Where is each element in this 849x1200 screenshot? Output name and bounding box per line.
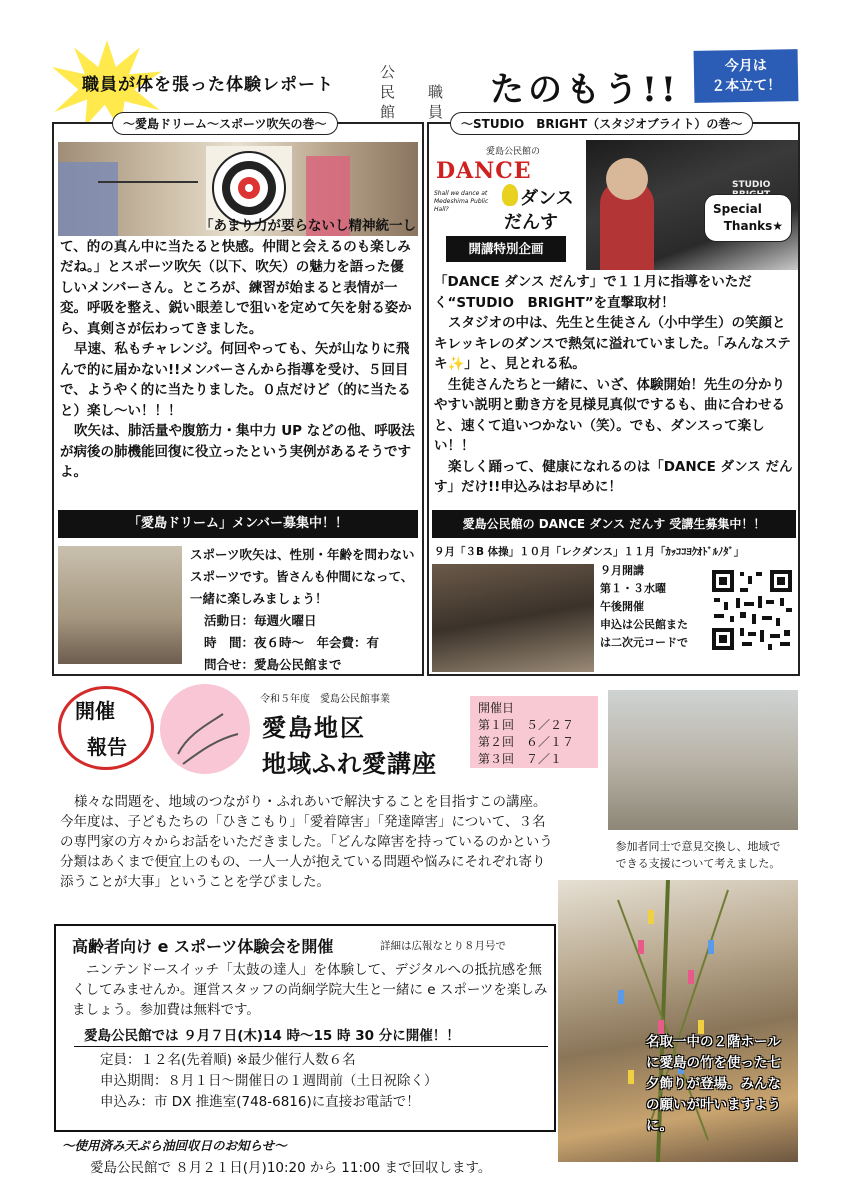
- sched-2: 第２回 ６／１７: [478, 735, 575, 749]
- dance-logo: [432, 140, 584, 236]
- badge-line2: ２本立て！: [711, 77, 782, 95]
- sched-head: 開催日: [478, 701, 515, 715]
- lecture-photo: [608, 690, 798, 830]
- esports-note: 詳細は広報なとり８月号で: [380, 940, 506, 952]
- dance-info: [600, 562, 710, 652]
- dance-info2: 第１・３水曜: [600, 582, 666, 595]
- fukiya-group-photo: [58, 546, 182, 664]
- caption-line2: できる支援について考えました。: [615, 857, 781, 870]
- left-recruit-bar: 「愛島ドリーム」メンバー募集中！！: [58, 510, 418, 538]
- dance-info4: 申込は公民館また: [600, 618, 688, 631]
- stamp-line2: 報告: [87, 735, 127, 759]
- left-recruit-text: スポーツ吹矢は、性別・年齢を問わないスポーツです。皆さんも仲間になって、一緒に楽しみましょう！: [190, 547, 415, 606]
- logo-script: Shall we dance at Medeshima Public Hall?: [434, 190, 489, 213]
- right-article-body: [434, 272, 796, 498]
- qr-code-icon[interactable]: [710, 568, 794, 652]
- esports-capacity: 定員：１２名(先着順) ※最少催行人数６名: [100, 1052, 356, 1068]
- header-vertical-col2: 職員: [428, 83, 446, 121]
- tanabata-caption: 名取一中の２階ホールに愛島の竹を使った七夕飾りが登場。みんなの願いが叶いますように。: [646, 1034, 781, 1134]
- right-recruit-bar: 愛島公民館の DANCE ダンス だんす 受講生募集中！！: [432, 510, 796, 538]
- special-tag: 開講特別企画: [446, 236, 566, 262]
- dance-info5: は二次元コードで: [600, 636, 688, 649]
- left-para3: 吹矢は、肺活量や腹筋力・集中力 UP などの他、呼吸法が病後の肺機能回復に役立ったという実例があるそうですよ。: [60, 423, 415, 480]
- dance-info3: 午後開催: [600, 600, 644, 613]
- activity-contact: 問合せ：愛島公民館まで: [204, 657, 342, 672]
- left-intro: 「あまり力が要らないし精神統一して、的の真ん中に当たると快感。仲間と会えるのも楽しみだね。」とスポーツ吹矢（以下、吹矢）の魅力を語った優しいメンバーさん。ところが、練習が始まると表情が一変。呼吸を整え、鋭い眼差しで狙いを定めて矢を射る姿から、真剣さが伝わってきました。: [60, 218, 416, 337]
- badge-line1: 今月は: [724, 57, 767, 75]
- header-title: たのもう!!: [490, 70, 680, 110]
- person-head: [606, 158, 648, 200]
- esports-title: 高齢者向け e スポーツ体験会を開催: [72, 937, 334, 956]
- esports-apply: 申込み：市 DX 推進室(748-6816)に直接お電話で！: [100, 1094, 420, 1110]
- activity-time: 時 間：夜６時～ 年会費：有: [204, 635, 380, 650]
- esports-body: ニンテンドースイッチ「太鼓の達人」を体験して、デジタルへの抵抗感を無くしてみませんか。運営スタッフの尚絅学院大生と一緒に e スポーツを楽しみましょう。参加費は無料です。: [72, 962, 548, 1018]
- special-thanks-bubble: [704, 194, 792, 242]
- logo-top: 愛島公民館の: [486, 147, 541, 157]
- holding-hands-icon: [168, 694, 248, 774]
- esports-period: 申込期間：８月１日～開催日の１週間前（土日祝除く）: [100, 1073, 438, 1089]
- esports-details: [100, 1050, 438, 1113]
- left-para2: 早速、私もチャレンジ。何回やっても、矢が山なりに飛んで的に届かない!!メンバーさんから指導を受け、５回目で、ようやく的に当たりました。０点だけど（的に当たると）楽し～い！！！: [60, 341, 411, 419]
- studio-sign: STUDIO: [732, 180, 771, 190]
- lecture-body: 様々な問題を、地域のつながり・ふれあいで解決することを目指すこの講座。今年度は、子どもたちの「ひきこもり」「愛着障害」「発達障害」について、３名の専門家の方々からお話をいただきました。「どんな障害を持っているのかという分類はあくまで便宜上のもの、一人一人が抱えている問題や悩みにそれぞれ寄り添うことが大事」ということを学びました。: [60, 794, 553, 890]
- activity-day: 活動日：毎週火曜日: [204, 613, 317, 628]
- special-line2: Thanks★: [723, 219, 783, 233]
- left-recruit-info: [190, 544, 416, 676]
- logo-dansu2: だんす: [504, 212, 558, 233]
- sched-1: 第１回 ５／２７: [478, 718, 575, 732]
- left-article-body: [60, 216, 416, 483]
- caption-line1: 参加者同士で意見交換し、地域で: [615, 840, 781, 853]
- esports-date: 愛島公民館では ９月７日(木)14 時～15 時 30 分に開催！！: [74, 1024, 548, 1047]
- dance-class-photo: [432, 564, 594, 672]
- sched-3: 第３回 ７／１: [478, 752, 563, 766]
- logo-dance: DANCE: [436, 158, 532, 184]
- left-article-label: ～愛島ドリーム～スポーツ吹矢の巻～: [112, 112, 338, 135]
- header-vertical-col1: 公民館: [380, 63, 398, 121]
- oil-body: 愛島公民館で ８月２１日(月)10:20 から 11:00 まで回収します。: [90, 1160, 492, 1176]
- right-article-label: ～STUDIO BRIGHT（スタジオブライト）の巻～: [450, 112, 753, 135]
- studio-photo: [586, 140, 798, 270]
- dance-info1: ９月開講: [600, 564, 644, 577]
- lecture-photo-caption: [598, 838, 798, 872]
- tanabata-photo: [558, 880, 798, 1162]
- lecture-title1: 愛島地区: [262, 714, 366, 742]
- lecture-schedule: [470, 696, 598, 768]
- oil-title: ～使用済み天ぷら油回収日のお知らせ～: [62, 1138, 287, 1153]
- lecture-title2: 地域ふれ愛講座: [262, 750, 437, 778]
- dance-months: ９月「３B 体操」１０月「レクダンス」１１月「ｶｯｺｺﾖｸｵﾄﾞﾙﾉﾀﾞ」: [434, 546, 745, 558]
- dancer-icon: [502, 184, 518, 206]
- right-para4: 楽しく踊って、健康になれるのは「DANCE ダンス だんす」だけ!!申込みはお早めに！: [434, 458, 793, 495]
- right-para2: スタジオの中は、先生と生徒さん（小中学生）の笑顔とキレッキレのダンスで熱気に溢れていました。「みんなステキ✨」と、見とれる私。: [434, 315, 791, 372]
- report-stamp: [58, 686, 154, 770]
- logo-dansu: ダンス: [520, 188, 574, 209]
- special-line1: Special: [713, 202, 762, 216]
- issue-badge: [694, 49, 799, 103]
- lecture-caption-top: 令和５年度 愛島公民館事業: [260, 694, 390, 705]
- right-para3: 生徒さんたちと一緒に、いざ、体験開始！先生の分かりやすい説明と動き方を見様見真似でするも、曲に合わせると、速くて追いつかない（笑）。でも、ダンスって楽しい！！: [434, 376, 785, 454]
- stamp-line1: 開催: [75, 699, 115, 723]
- right-para1: 「DANCE ダンス だんす」で１１月に指導をいただく“STUDIO BRIGHT”を直撃取材！: [434, 274, 752, 311]
- header-subtitle: 職員が体を張った体験レポート: [82, 75, 334, 95]
